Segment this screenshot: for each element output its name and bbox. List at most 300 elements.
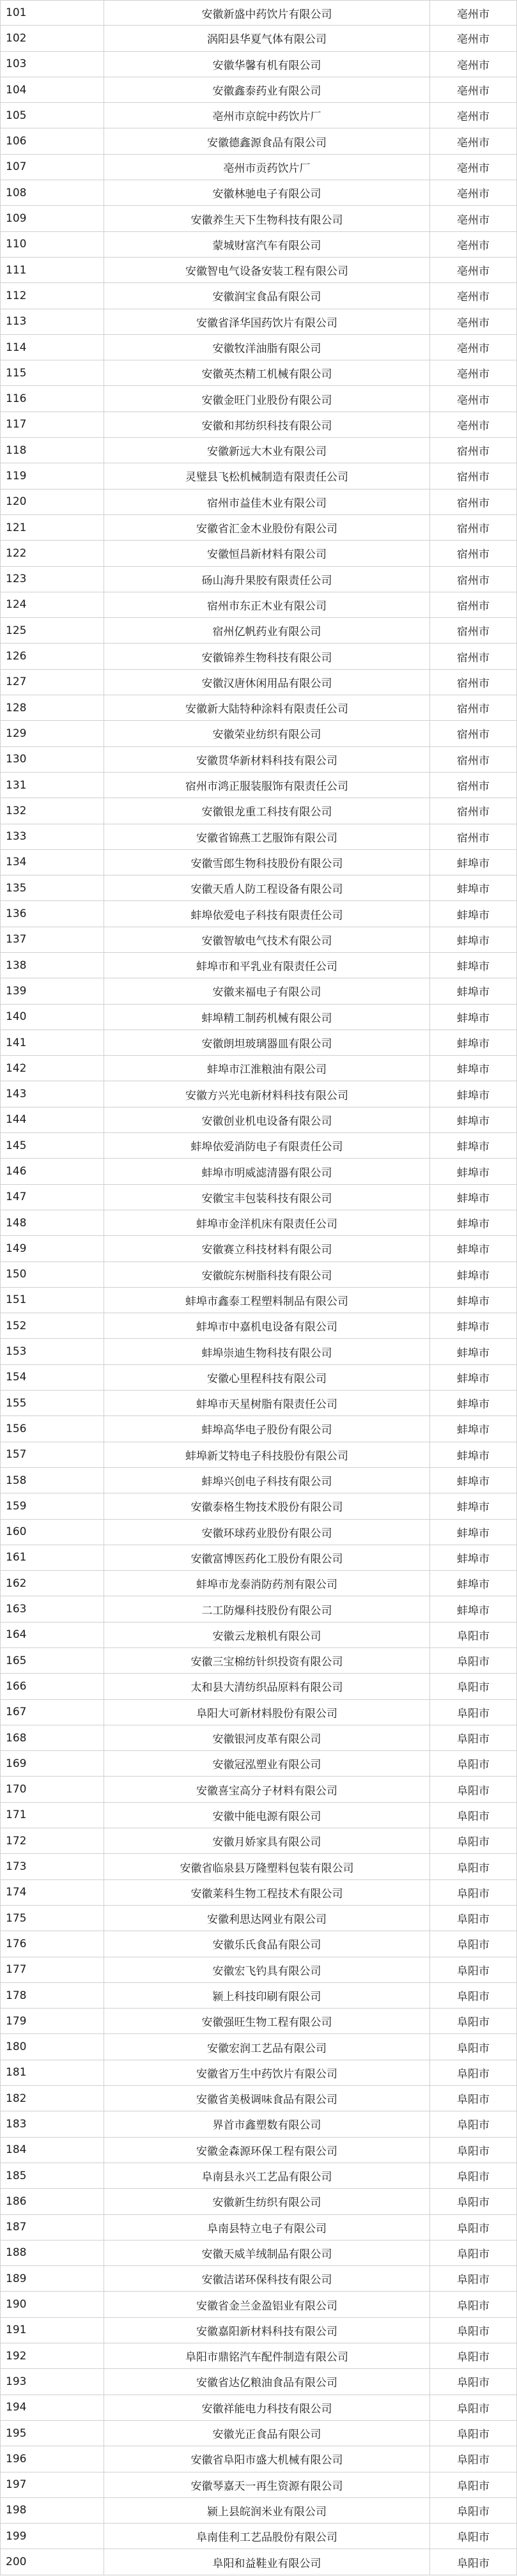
city-cell: 蚌埠市 — [429, 1545, 517, 1570]
city-cell: 阜阳市 — [429, 2343, 517, 2368]
company-name-cell: 安徽宝丰包装科技有限公司 — [104, 1185, 429, 1210]
city-cell: 阜阳市 — [429, 2086, 517, 2111]
city-cell: 阜阳市 — [429, 2241, 517, 2265]
row-number-cell: 141 — [0, 1030, 104, 1055]
table-row — [0, 1520, 517, 1545]
company-name-cell: 亳州市贡药饮片厂 — [104, 155, 429, 180]
company-name-cell: 蚌埠市和平乳业有限责任公司 — [104, 953, 429, 978]
table-row — [0, 1236, 517, 1261]
city-cell: 阜阳市 — [429, 2215, 517, 2240]
row-number-cell: 152 — [0, 1313, 104, 1338]
company-name-cell: 蚌埠市明威滤清器有限公司 — [104, 1159, 429, 1184]
table-row — [0, 2086, 517, 2111]
row-number-cell: 108 — [0, 180, 104, 205]
company-name-cell: 安徽华馨有机有限公司 — [104, 52, 429, 77]
table-row — [0, 1906, 517, 1931]
table-row — [0, 2138, 517, 2163]
table-row — [0, 77, 517, 103]
table-row — [0, 2266, 517, 2292]
row-number-cell: 119 — [0, 463, 104, 488]
company-name-cell: 阜阳和益鞋业有限公司 — [104, 2549, 429, 2574]
company-name-cell: 安徽喜宝高分子材料有限公司 — [104, 1777, 429, 1801]
company-name-cell: 安徽林驰电子有限公司 — [104, 180, 429, 205]
company-name-cell: 蚌埠依爱电子科技有限责任公司 — [104, 901, 429, 926]
company-name-cell: 宿州市鸿正服装服饰有限责任公司 — [104, 773, 429, 798]
company-name-cell: 安徽环球药业股份有限公司 — [104, 1520, 429, 1545]
city-cell: 阜阳市 — [429, 2292, 517, 2317]
table-row — [0, 1262, 517, 1288]
row-number-cell: 170 — [0, 1777, 104, 1801]
row-number-cell: 102 — [0, 26, 104, 50]
row-number-cell: 149 — [0, 1236, 104, 1261]
company-name-cell: 安徽乐氏食品有限公司 — [104, 1931, 429, 1956]
company-name-cell: 太和县大清纺织品原料有限公司 — [104, 1674, 429, 1699]
city-cell: 蚌埠市 — [429, 978, 517, 1003]
row-number-cell: 167 — [0, 1700, 104, 1725]
company-name-cell: 安徽润宝食品有限公司 — [104, 283, 429, 308]
row-number-cell: 171 — [0, 1803, 104, 1828]
table-row — [0, 2060, 517, 2086]
row-number-cell: 111 — [0, 258, 104, 282]
company-name-cell: 灵璧县飞松机械制造有限责任公司 — [104, 463, 429, 488]
table-row — [0, 1803, 517, 1828]
table-row — [0, 875, 517, 901]
table-row — [0, 1030, 517, 1056]
company-name-cell: 安徽和邦纺织科技有限公司 — [104, 412, 429, 437]
city-cell: 宿州市 — [429, 592, 517, 617]
company-name-cell: 安徽银河皮革有限公司 — [104, 1725, 429, 1750]
company-name-cell: 蚌埠依爱消防电子有限责任公司 — [104, 1133, 429, 1158]
table-row — [0, 1005, 517, 1030]
table-row — [0, 644, 517, 669]
row-number-cell: 169 — [0, 1751, 104, 1776]
company-name-cell: 蒙城财富汽车有限公司 — [104, 232, 429, 257]
row-number-cell: 177 — [0, 1957, 104, 1982]
table-row — [0, 2241, 517, 2266]
company-name-cell: 安徽雪郎生物科技股份有限公司 — [104, 850, 429, 875]
company-name-cell: 安徽锦养生物科技有限公司 — [104, 644, 429, 668]
table-row — [0, 2189, 517, 2214]
city-cell: 亳州市 — [429, 128, 517, 153]
company-name-cell: 阜阳大可新材料股份有限公司 — [104, 1700, 429, 1725]
company-name-cell: 阜南县特立电子有限公司 — [104, 2215, 429, 2240]
company-name-cell: 二工防爆科技股份有限公司 — [104, 1596, 429, 1621]
company-name-cell: 宿州亿帆药业有限公司 — [104, 618, 429, 643]
city-cell: 蚌埠市 — [429, 1365, 517, 1390]
company-name-cell: 安徽三宝棉纺针织投资有限公司 — [104, 1648, 429, 1673]
city-cell: 宿州市 — [429, 773, 517, 798]
row-number-cell: 187 — [0, 2215, 104, 2240]
row-number-cell: 154 — [0, 1365, 104, 1390]
table-row — [0, 155, 517, 180]
table-row — [0, 515, 517, 541]
table-row — [0, 798, 517, 824]
company-name-cell: 蚌埠市天星树脂有限责任公司 — [104, 1391, 429, 1415]
table-row — [0, 2163, 517, 2189]
row-number-cell: 179 — [0, 2009, 104, 2033]
table-row — [0, 1777, 517, 1802]
row-number-cell: 136 — [0, 901, 104, 926]
city-cell: 宿州市 — [429, 541, 517, 566]
row-number-cell: 175 — [0, 1906, 104, 1931]
row-number-cell: 199 — [0, 2524, 104, 2549]
row-number-cell: 174 — [0, 1880, 104, 1905]
row-number-cell: 143 — [0, 1081, 104, 1106]
table-row — [0, 721, 517, 746]
city-cell: 宿州市 — [429, 747, 517, 772]
table-row — [0, 335, 517, 360]
table-row — [0, 592, 517, 618]
company-name-cell: 安徽金旺门业股份有限公司 — [104, 386, 429, 411]
table-row — [0, 1957, 517, 1983]
row-number-cell: 189 — [0, 2266, 104, 2291]
row-number-cell: 151 — [0, 1288, 104, 1313]
company-name-cell: 安徽新生纺织有限公司 — [104, 2189, 429, 2214]
table-row — [0, 1571, 517, 1596]
company-name-cell: 安徽养生天下生物科技有限公司 — [104, 206, 429, 231]
table-row — [0, 360, 517, 386]
company-name-cell: 蚌埠市金洋机床有限责任公司 — [104, 1210, 429, 1235]
city-cell: 阜阳市 — [429, 1957, 517, 1982]
row-number-cell: 146 — [0, 1159, 104, 1184]
table-row — [0, 901, 517, 927]
row-number-cell: 156 — [0, 1416, 104, 1441]
city-cell: 亳州市 — [429, 155, 517, 180]
row-number-cell: 128 — [0, 695, 104, 720]
company-name-cell: 安徽银龙重工科技有限公司 — [104, 798, 429, 823]
table-row — [0, 1700, 517, 1725]
table-row — [0, 1185, 517, 1210]
table-row — [0, 2421, 517, 2446]
city-cell: 蚌埠市 — [429, 901, 517, 926]
table-row — [0, 1854, 517, 1879]
city-cell: 阜阳市 — [429, 2009, 517, 2033]
row-number-cell: 120 — [0, 490, 104, 514]
city-cell: 阜阳市 — [429, 2395, 517, 2420]
city-cell: 蚌埠市 — [429, 1210, 517, 1235]
table-row — [0, 2215, 517, 2241]
city-cell: 阜阳市 — [429, 1931, 517, 1956]
company-name-cell: 安徽琴嘉天一再生资源有限公司 — [104, 2472, 429, 2497]
company-name-cell: 安徽利思达网业有限公司 — [104, 1906, 429, 1931]
row-number-cell: 139 — [0, 978, 104, 1003]
city-cell: 亳州市 — [429, 335, 517, 360]
city-cell: 蚌埠市 — [429, 1493, 517, 1518]
table-row — [0, 927, 517, 953]
city-cell: 阜阳市 — [429, 2524, 517, 2549]
table-row — [0, 412, 517, 438]
row-number-cell: 172 — [0, 1828, 104, 1853]
row-number-cell: 140 — [0, 1005, 104, 1030]
table-row — [0, 1313, 517, 1339]
city-cell: 亳州市 — [429, 52, 517, 77]
city-cell: 阜阳市 — [429, 2034, 517, 2059]
city-cell: 阜阳市 — [429, 2318, 517, 2343]
company-name-cell: 安徽智敏电气技术有限公司 — [104, 927, 429, 952]
row-number-cell: 109 — [0, 206, 104, 231]
company-name-cell: 砀山海升果胶有限责任公司 — [104, 567, 429, 592]
city-cell: 蚌埠市 — [429, 1056, 517, 1081]
city-cell: 蚌埠市 — [429, 1107, 517, 1132]
table-row — [0, 1365, 517, 1391]
row-number-cell: 106 — [0, 128, 104, 153]
row-number-cell: 129 — [0, 721, 104, 746]
row-number-cell: 181 — [0, 2060, 104, 2085]
city-cell: 宿州市 — [429, 567, 517, 592]
city-cell: 亳州市 — [429, 386, 517, 411]
company-name-cell: 安徽天盾人防工程设备有限公司 — [104, 875, 429, 900]
row-number-cell: 168 — [0, 1725, 104, 1750]
city-cell: 阜阳市 — [429, 1828, 517, 1853]
row-number-cell: 124 — [0, 592, 104, 617]
table-row — [0, 206, 517, 231]
table-row — [0, 1442, 517, 1468]
table-row — [0, 567, 517, 592]
table-row — [0, 52, 517, 77]
city-cell: 蚌埠市 — [429, 1520, 517, 1545]
city-cell: 阜阳市 — [429, 2421, 517, 2446]
table-row — [0, 1056, 517, 1081]
table-row — [0, 1339, 517, 1364]
city-cell: 宿州市 — [429, 824, 517, 849]
row-number-cell: 194 — [0, 2395, 104, 2420]
row-number-cell: 116 — [0, 386, 104, 411]
row-number-cell: 121 — [0, 515, 104, 540]
company-name-cell: 安徽省万生中药饮片有限公司 — [104, 2060, 429, 2085]
company-name-cell: 安徽祥能电力科技有限公司 — [104, 2395, 429, 2420]
table-row — [0, 1545, 517, 1571]
row-number-cell: 132 — [0, 798, 104, 823]
company-name-cell: 安徽泰格生物技术股份有限公司 — [104, 1493, 429, 1518]
table-row — [0, 258, 517, 283]
row-number-cell: 160 — [0, 1520, 104, 1545]
table-row — [0, 2549, 517, 2575]
city-cell: 阜阳市 — [429, 2111, 517, 2136]
company-name-cell: 安徽创业机电设备有限公司 — [104, 1107, 429, 1132]
city-cell: 亳州市 — [429, 258, 517, 282]
city-cell: 阜阳市 — [429, 1777, 517, 1801]
row-number-cell: 134 — [0, 850, 104, 875]
city-cell: 阜阳市 — [429, 2189, 517, 2214]
table-row — [0, 2524, 517, 2549]
city-cell: 阜阳市 — [429, 1751, 517, 1776]
row-number-cell: 137 — [0, 927, 104, 952]
row-number-cell: 123 — [0, 567, 104, 592]
table-row — [0, 1493, 517, 1519]
company-name-cell: 蚌埠高华电子股份有限公司 — [104, 1416, 429, 1441]
company-name-cell: 安徽德鑫源食品有限公司 — [104, 128, 429, 153]
company-name-cell: 蚌埠兴创电子科技有限公司 — [104, 1468, 429, 1493]
row-number-cell: 185 — [0, 2163, 104, 2188]
table-row — [0, 978, 517, 1004]
city-cell: 阜阳市 — [429, 2472, 517, 2497]
table-row — [0, 1828, 517, 1854]
table-row — [0, 1107, 517, 1133]
company-name-cell: 安徽新盛中药饮片有限公司 — [104, 1, 429, 25]
row-number-cell: 131 — [0, 773, 104, 798]
row-number-cell: 148 — [0, 1210, 104, 1235]
row-number-cell: 186 — [0, 2189, 104, 2214]
row-number-cell: 122 — [0, 541, 104, 566]
table-row — [0, 2111, 517, 2137]
company-name-cell: 安徽省锦燕工艺服饰有限公司 — [104, 824, 429, 849]
table-row — [0, 128, 517, 154]
company-name-cell: 安徽牧洋油脂有限公司 — [104, 335, 429, 360]
table-row — [0, 103, 517, 128]
city-cell: 蚌埠市 — [429, 1005, 517, 1030]
table-row — [0, 1210, 517, 1236]
table-row — [0, 2292, 517, 2317]
company-name-cell: 安徽富博医药化工股份有限公司 — [104, 1545, 429, 1570]
company-name-cell: 蚌埠市江淮粮油有限公司 — [104, 1056, 429, 1081]
row-number-cell: 110 — [0, 232, 104, 257]
city-cell: 亳州市 — [429, 77, 517, 102]
row-number-cell: 138 — [0, 953, 104, 978]
city-cell: 亳州市 — [429, 412, 517, 437]
company-name-cell: 安徽洁诺环保科技有限公司 — [104, 2266, 429, 2291]
row-number-cell: 198 — [0, 2498, 104, 2523]
city-cell: 阜阳市 — [429, 2266, 517, 2291]
city-cell: 宿州市 — [429, 695, 517, 720]
city-cell: 蚌埠市 — [429, 1313, 517, 1338]
city-cell: 阜阳市 — [429, 1648, 517, 1673]
company-name-cell: 安徽智电气设备安装工程有限公司 — [104, 258, 429, 282]
city-cell: 阜阳市 — [429, 1803, 517, 1828]
company-name-cell: 蚌埠市鑫泰工程塑料制品有限公司 — [104, 1288, 429, 1313]
table-row — [0, 2498, 517, 2524]
table-row — [0, 1133, 517, 1159]
company-name-cell: 蚌埠新艾特电子科技股份有限公司 — [104, 1442, 429, 1467]
company-name-cell: 安徽省泽华国药饮片有限公司 — [104, 309, 429, 334]
table-row — [0, 670, 517, 695]
city-cell: 亳州市 — [429, 309, 517, 334]
city-cell: 蚌埠市 — [429, 850, 517, 875]
row-number-cell: 153 — [0, 1339, 104, 1364]
city-cell: 蚌埠市 — [429, 1236, 517, 1261]
row-number-cell: 178 — [0, 1983, 104, 2008]
city-cell: 蚌埠市 — [429, 1339, 517, 1364]
company-name-cell: 安徽赛立科技材料有限公司 — [104, 1236, 429, 1261]
table-row — [0, 1983, 517, 2009]
company-name-cell: 安徽中能电源有限公司 — [104, 1803, 429, 1828]
city-cell: 宿州市 — [429, 670, 517, 695]
table-row — [0, 541, 517, 566]
city-cell: 宿州市 — [429, 438, 517, 463]
city-cell: 蚌埠市 — [429, 1391, 517, 1415]
table-row — [0, 1931, 517, 1957]
company-name-cell: 安徽皖东树脂科技有限公司 — [104, 1262, 429, 1287]
city-cell: 阜阳市 — [429, 1906, 517, 1931]
city-cell: 亳州市 — [429, 360, 517, 385]
city-cell: 宿州市 — [429, 798, 517, 823]
company-name-cell: 安徽宏润工艺品有限公司 — [104, 2034, 429, 2059]
company-name-cell: 安徽新大陆特种涂料有限责任公司 — [104, 695, 429, 720]
company-name-cell: 安徽省金兰金盈铝业有限公司 — [104, 2292, 429, 2317]
row-number-cell: 157 — [0, 1442, 104, 1467]
row-number-cell: 165 — [0, 1648, 104, 1673]
city-cell: 亳州市 — [429, 232, 517, 257]
city-cell: 宿州市 — [429, 463, 517, 488]
company-name-cell: 安徽嘉阳新材料科技有限公司 — [104, 2318, 429, 2343]
row-number-cell: 188 — [0, 2241, 104, 2265]
row-number-cell: 192 — [0, 2343, 104, 2368]
city-cell: 蚌埠市 — [429, 927, 517, 952]
table-row — [0, 309, 517, 335]
table-row — [0, 747, 517, 773]
company-name-cell: 安徽方兴光电新材料科技有限公司 — [104, 1081, 429, 1106]
city-cell: 亳州市 — [429, 103, 517, 128]
city-cell: 蚌埠市 — [429, 1596, 517, 1621]
company-name-cell: 安徽鑫泰药业有限公司 — [104, 77, 429, 102]
row-number-cell: 197 — [0, 2472, 104, 2497]
row-number-cell: 107 — [0, 155, 104, 180]
company-name-cell: 安徽省汇金木业股份有限公司 — [104, 515, 429, 540]
city-cell: 蚌埠市 — [429, 1442, 517, 1467]
city-cell: 宿州市 — [429, 515, 517, 540]
company-name-cell: 蚌埠市中嘉机电设备有限公司 — [104, 1313, 429, 1338]
company-name-cell: 安徽冠泓塑业有限公司 — [104, 1751, 429, 1776]
row-number-cell: 195 — [0, 2421, 104, 2446]
row-number-cell: 196 — [0, 2446, 104, 2471]
city-cell: 阜阳市 — [429, 1700, 517, 1725]
city-cell: 阜阳市 — [429, 1674, 517, 1699]
table-row — [0, 2034, 517, 2060]
row-number-cell: 176 — [0, 1931, 104, 1956]
company-name-cell: 安徽金森源环保工程有限公司 — [104, 2138, 429, 2163]
city-cell: 阜阳市 — [429, 2446, 517, 2471]
row-number-cell: 105 — [0, 103, 104, 128]
row-number-cell: 114 — [0, 335, 104, 360]
company-name-cell: 安徽朗坦玻璃器皿有限公司 — [104, 1030, 429, 1055]
row-number-cell: 173 — [0, 1854, 104, 1879]
row-number-cell: 125 — [0, 618, 104, 643]
company-name-cell: 颍上县皖润米业有限公司 — [104, 2498, 429, 2523]
row-number-cell: 158 — [0, 1468, 104, 1493]
city-cell: 阜阳市 — [429, 2369, 517, 2394]
company-name-cell: 安徽省美极调味食品有限公司 — [104, 2086, 429, 2111]
row-number-cell: 164 — [0, 1623, 104, 1647]
row-number-cell: 115 — [0, 360, 104, 385]
table-row — [0, 1288, 517, 1313]
row-number-cell: 144 — [0, 1107, 104, 1132]
city-cell: 蚌埠市 — [429, 1571, 517, 1596]
table-row — [0, 2472, 517, 2498]
row-number-cell: 193 — [0, 2369, 104, 2394]
company-name-cell: 安徽月娇家具有限公司 — [104, 1828, 429, 1853]
row-number-cell: 200 — [0, 2549, 104, 2574]
table-row — [0, 438, 517, 463]
row-number-cell: 101 — [0, 1, 104, 25]
city-cell: 亳州市 — [429, 180, 517, 205]
row-number-cell: 150 — [0, 1262, 104, 1287]
table-row — [0, 850, 517, 875]
table-row — [0, 1751, 517, 1777]
company-name-cell: 安徽荣业纺织有限公司 — [104, 721, 429, 746]
company-name-cell: 安徽莱科生物工程技术有限公司 — [104, 1880, 429, 1905]
row-number-cell: 126 — [0, 644, 104, 668]
company-name-cell: 安徽贯华新材料科技有限公司 — [104, 747, 429, 772]
company-name-cell: 安徽强旺生物工程有限公司 — [104, 2009, 429, 2033]
table-row — [0, 1648, 517, 1674]
row-number-cell: 104 — [0, 77, 104, 102]
city-cell: 亳州市 — [429, 283, 517, 308]
company-name-cell: 宿州市东正木业有限公司 — [104, 592, 429, 617]
table-row — [0, 1674, 517, 1699]
table-row — [0, 463, 517, 489]
city-cell: 蚌埠市 — [429, 953, 517, 978]
city-cell: 阜阳市 — [429, 1854, 517, 1879]
city-cell: 蚌埠市 — [429, 1030, 517, 1055]
